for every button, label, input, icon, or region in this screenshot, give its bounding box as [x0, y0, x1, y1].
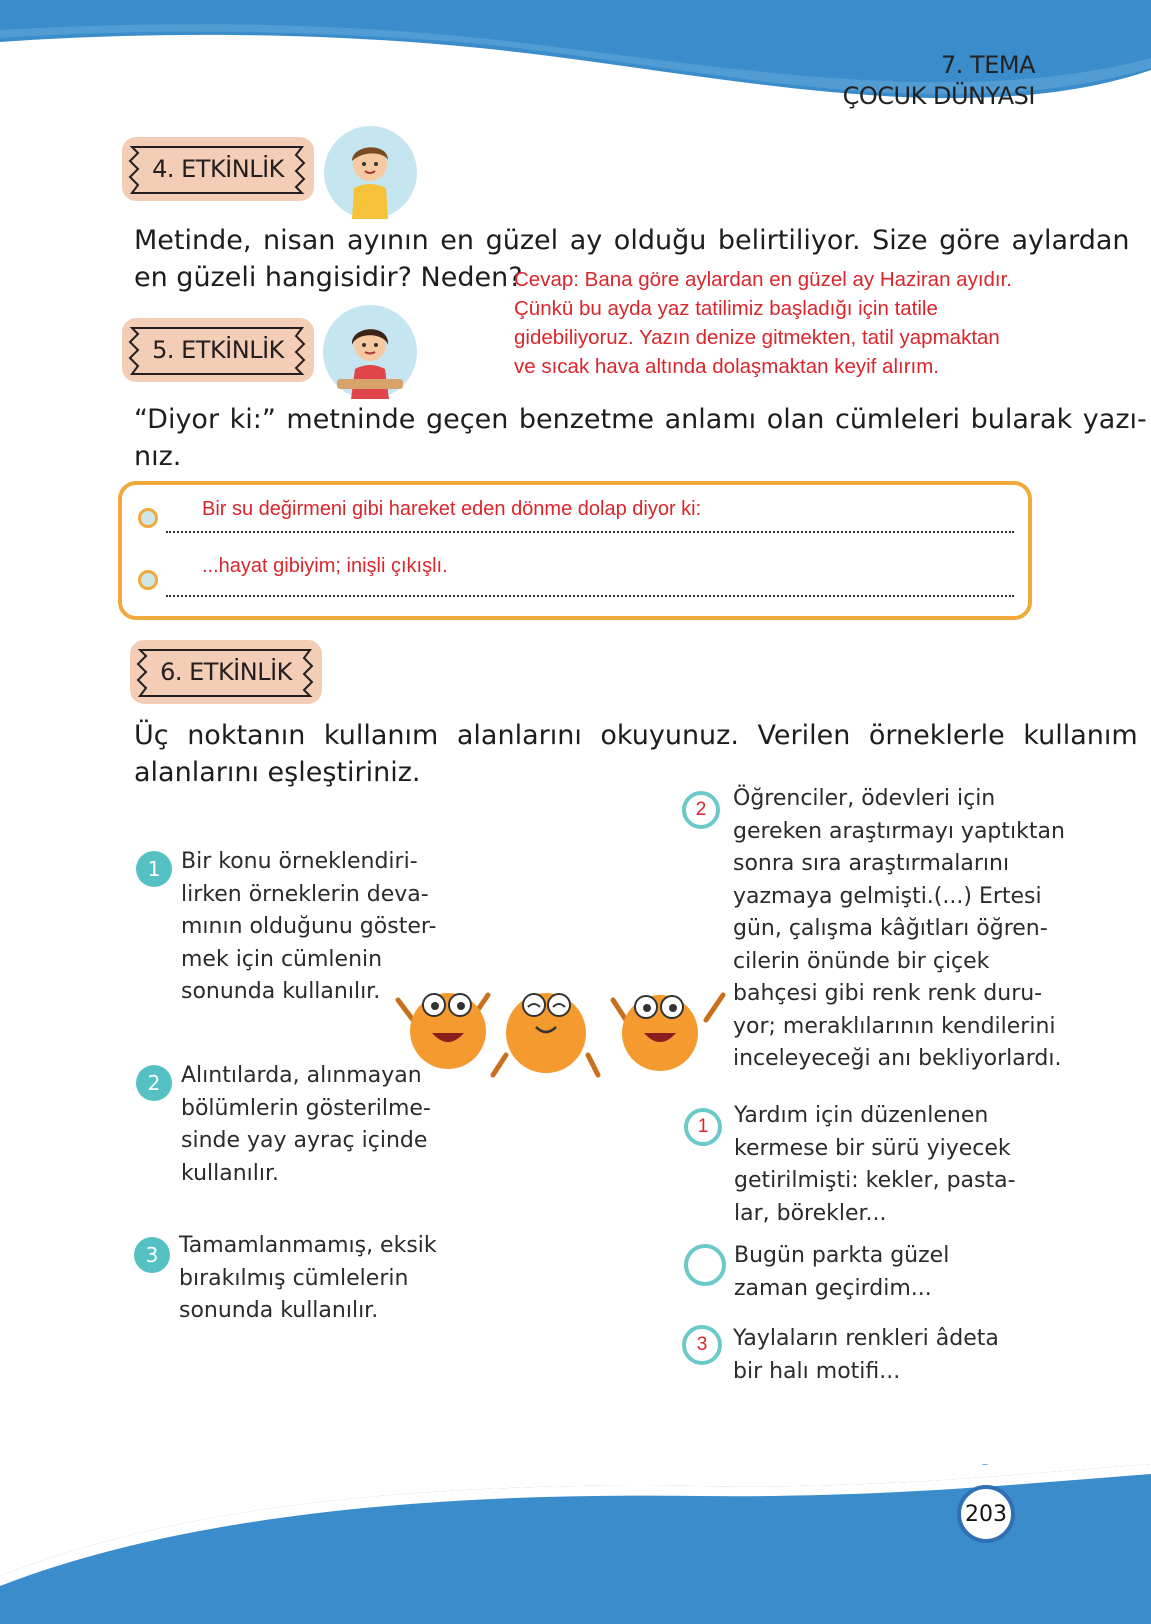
activity4-answer	[514, 265, 1012, 381]
example-line: Bugün parkta güzel	[734, 1243, 950, 1268]
boy-avatar	[324, 126, 417, 219]
activity6-label: 6. ETKİNLİK	[160, 658, 292, 686]
example-line: getirilmişti: kekler, pasta-	[734, 1168, 1016, 1193]
activity5-answer-2: ...hayat gibiyim; inişli çıkışlı.	[202, 555, 448, 577]
bullet-dot	[138, 570, 158, 590]
example-line: kermese bir sürü yiyecek	[734, 1135, 1011, 1161]
example-line: inceleyeceği anı bekliyorlardı.	[733, 1046, 1062, 1071]
example-line: zaman geçirdim...	[734, 1275, 932, 1301]
example-2-text	[734, 1100, 1016, 1230]
usage-number: 1	[136, 851, 172, 887]
activity4-question-line1: Metinde, nisan ayının en güzel ay olduğu belirtiliyor. Size göre aylardan	[134, 225, 1130, 256]
activity4-question-line2: en güzeli hangisidir? Neden?	[134, 262, 523, 293]
example-line: bahçesi gibi renk renk duru-	[733, 981, 1043, 1006]
activity5-label: 5. ETKİNLİK	[152, 336, 284, 364]
example-line: Yaylaların renkleri âdeta	[733, 1326, 999, 1351]
theme-heading	[843, 50, 1035, 112]
answer-line: gidebiliyoruz. Yazın denize gitmekten, tatil yapmaktan	[514, 326, 1000, 349]
usage-line: Bir konu örneklendiri-	[181, 849, 418, 874]
girl-avatar	[323, 305, 417, 399]
example-line: gün, çalışma kâğıtları öğren-	[733, 916, 1048, 941]
usage-line: Alıntılarda, alınmayan	[181, 1063, 422, 1088]
usage-line: Tamamlanmamış, eksik	[179, 1233, 437, 1258]
example-4-text	[733, 1323, 999, 1388]
usage-line: sinde yay ayraç içinde	[181, 1128, 428, 1153]
usage-line: sonunda kullanılır.	[181, 979, 381, 1004]
activity6-instruction	[134, 717, 1138, 791]
activity6-instruction-line2: alanlarını eşleştiriniz.	[134, 757, 421, 788]
activity4-label: 4. ETKİNLİK	[152, 155, 284, 183]
example-line: Yardım için düzenlenen	[734, 1103, 989, 1128]
theme-number: 7. TEMA	[941, 51, 1035, 79]
activity5-badge	[118, 314, 318, 386]
mascot-left	[398, 993, 488, 1069]
activity5-instruction-line1: “Diyor ki:” metninde geçen benzetme anlamı olan cümleleri bularak yazı-	[134, 404, 1147, 435]
orange-mascots-illustration	[388, 975, 733, 1085]
activity5-answer-1: Bir su değirmeni gibi hareket eden dönme dolap diyor ki:	[202, 498, 702, 520]
example-line: sonra sıra araştırmalarını	[733, 851, 1010, 876]
answer-line: Cevap: Bana göre aylardan en güzel ay Haziran ayıdır.	[514, 268, 1012, 291]
usage-line: kullanılır.	[181, 1160, 280, 1186]
bullet-dot	[138, 508, 158, 528]
writing-line	[166, 531, 1014, 533]
answer-line: Çünkü bu ayda yaz tatilimiz başladığı için tatile	[514, 297, 938, 320]
example-answer-circle[interactable]: 1	[684, 1108, 722, 1146]
usage-line: bölümlerin gösterilme-	[181, 1095, 431, 1121]
usage-line: lirken örneklerin deva-	[181, 881, 429, 907]
page-number-badge	[957, 1485, 1015, 1543]
girl-illustration	[323, 305, 417, 399]
example-1-text	[733, 783, 1065, 1076]
activity5-instruction-line2: nız.	[134, 441, 182, 472]
usage-line: bırakılmış cümlelerin	[179, 1265, 409, 1291]
example-line: gereken araştırmayı yaptıktan	[733, 818, 1065, 844]
activity6-instruction-line1: Üç noktanın kullanım alanlarını okuyunuz. Verilen örneklerle kullanım	[134, 720, 1138, 751]
example-line: yor; meraklılarının kendilerini	[733, 1013, 1056, 1039]
usage-number: 3	[134, 1237, 170, 1273]
example-line: bir halı motifi...	[733, 1358, 901, 1384]
example-3-text	[734, 1240, 949, 1305]
mascot-right	[613, 995, 723, 1071]
theme-title: ÇOCUK DÜNYASI	[842, 82, 1035, 110]
example-line: lar, börekler...	[734, 1200, 887, 1226]
usage-number: 2	[136, 1065, 172, 1101]
writing-line	[166, 595, 1014, 597]
activity5-instruction	[134, 401, 1147, 475]
page-number: 203	[965, 1501, 1007, 1527]
usage-line: mının olduğunu göster-	[181, 914, 437, 939]
mascot-middle	[493, 993, 598, 1075]
usage-3-text	[179, 1230, 437, 1328]
usage-line: sonunda kullanılır.	[179, 1298, 379, 1323]
activity4-badge	[118, 133, 318, 205]
example-line: Öğrenciler, ödevleri için	[733, 786, 996, 811]
answer-line: ve sıcak hava altında dolaşmaktan keyif alırım.	[514, 355, 940, 378]
usage-line: mek için cümlenin	[181, 946, 383, 972]
example-answer-circle[interactable]: 2	[682, 791, 720, 829]
activity6-badge	[126, 636, 326, 708]
example-line: cilerin önünde bir çiçek	[733, 948, 990, 974]
example-answer-circle[interactable]: 3	[682, 1325, 722, 1365]
activity5-answer-box	[118, 481, 1032, 620]
example-answer-circle[interactable]	[684, 1244, 726, 1286]
boy-illustration	[324, 126, 417, 219]
example-line: yazmaya gelmişti.(...) Ertesi	[733, 883, 1042, 909]
